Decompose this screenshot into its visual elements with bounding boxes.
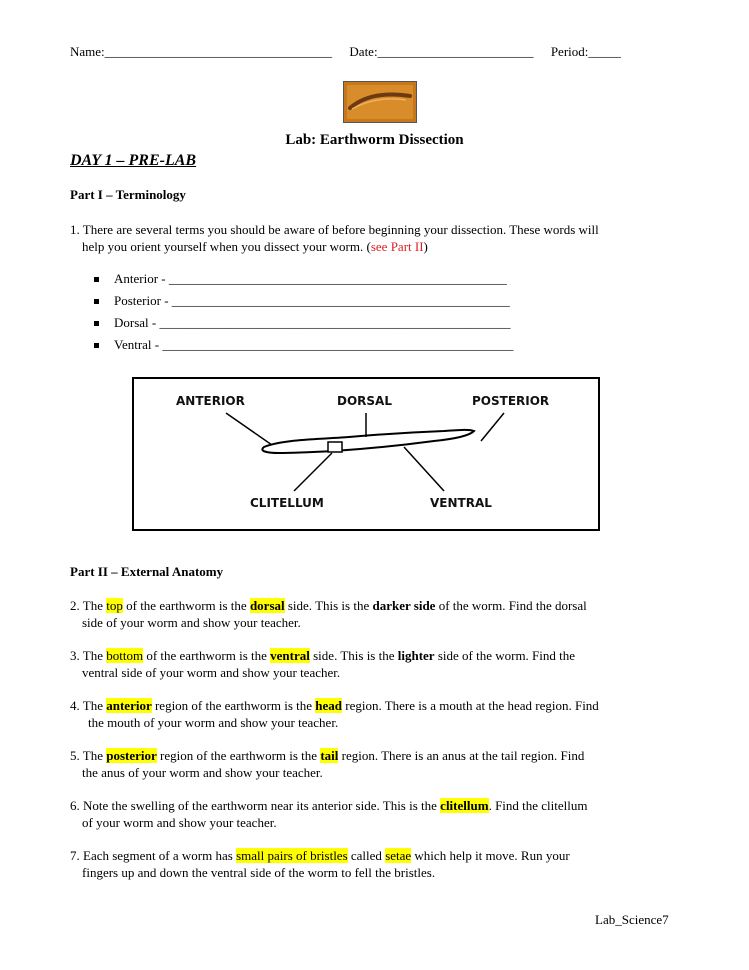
highlight-anterior: anterior (106, 698, 152, 713)
see-part-2-link[interactable]: see Part II (370, 239, 424, 254)
part2-heading: Part II – External Anatomy (70, 564, 224, 579)
page-title: Lab: Earthworm Dissection (285, 132, 464, 148)
question-2: 2. The top of the earthworm is the dorsal side. This is the darker side of the worm. Find the dorsal side of your worm and show your teacher. (70, 598, 587, 630)
highlight-clitellum: clitellum (440, 798, 489, 813)
highlight-tail: tail (320, 748, 339, 763)
question-4: 4. The anterior region of the earthworm is the head region. There is a mouth at the head region. Find the mouth of your worm and show your teacher. (70, 698, 599, 730)
pointer-clitellum (294, 453, 332, 491)
footer-label: Lab_Science7 (595, 912, 669, 927)
highlight-bottom: bottom (106, 648, 144, 663)
terms-list (92, 270, 513, 358)
highlight-head: head (315, 698, 342, 713)
day-heading: DAY 1 – PRE-LAB (70, 152, 197, 169)
term-anterior[interactable]: Anterior - ____________________________________________________ (92, 270, 513, 292)
term-dorsal[interactable]: Dorsal - ______________________________________________________ (92, 314, 513, 336)
pointer-anterior (226, 413, 272, 445)
pointer-ventral (404, 447, 444, 491)
term-posterior[interactable]: Posterior - ____________________________________________________ (92, 292, 513, 314)
question-3: 3. The bottom of the earthworm is the ventral side. This is the lighter side of the worm. Find the ventral side of your worm and show your teacher. (70, 648, 576, 680)
worm-body (262, 430, 474, 453)
label-posterior: POSTERIOR (472, 394, 550, 408)
earthworm-diagram (132, 377, 600, 531)
earthworm-photo (343, 81, 417, 123)
question-5: 5. The posterior region of the earthworm is the tail region. There is an anus at the tail region. Find the anus of your worm and show your teacher. (70, 748, 585, 780)
clitellum-band (328, 442, 342, 452)
label-clitellum: CLITELLUM (250, 496, 324, 510)
label-anterior: ANTERIOR (176, 394, 245, 408)
highlight-ventral: ventral (270, 648, 310, 663)
name-field[interactable]: Name:___________________________________ (70, 44, 333, 59)
highlight-posterior: posterior (106, 748, 157, 763)
question-1: 1. There are several terms you should be aware of before beginning your dissection. These words will help you orient yourself when you dissect your worm. (see Part II) (70, 222, 599, 254)
label-dorsal: DORSAL (337, 394, 392, 408)
question-6: 6. Note the swelling of the earthworm near its anterior side. This is the clitellum. Find the clitellum of your worm and show your teacher. (70, 798, 588, 830)
part1-heading: Part I – Terminology (70, 187, 186, 202)
highlight-bristles: small pairs of bristles (236, 848, 348, 863)
period-field[interactable]: Period:_____ (550, 44, 621, 59)
question-7: 7. Each segment of a worm has small pairs of bristles called setae which help it move. Run your fingers up and down the ventral side of the worm to fell the bristles. (70, 848, 570, 880)
term-ventral[interactable]: Ventral - ______________________________________________________ (92, 336, 513, 358)
highlight-dorsal: dorsal (249, 598, 285, 613)
highlight-top: top (106, 598, 123, 613)
date-field[interactable]: Date:________________________ (349, 44, 534, 59)
label-ventral: VENTRAL (430, 496, 492, 510)
highlight-setae: setae (385, 848, 412, 863)
pointer-posterior (481, 413, 504, 441)
header-line (70, 44, 680, 60)
